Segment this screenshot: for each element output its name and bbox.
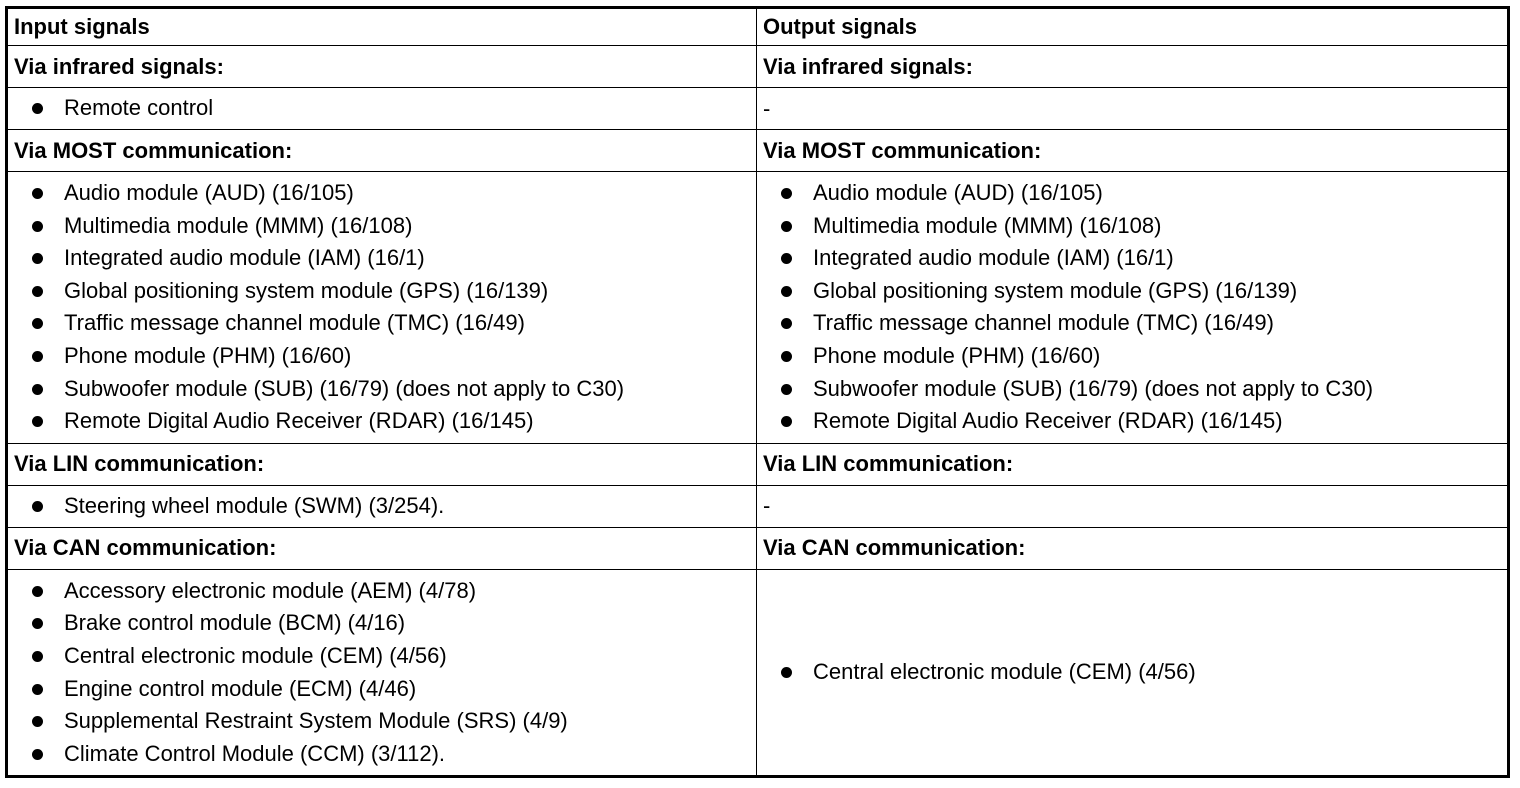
- list-item: Climate Control Module (CCM) (3/112).: [14, 738, 756, 771]
- section-title-output-most: Via MOST communication:: [757, 130, 1509, 172]
- list-item: Central electronic module (CEM) (4/56): [14, 640, 756, 673]
- list-item: Audio module (AUD) (16/105): [763, 177, 1507, 210]
- output-cell-can: [757, 569, 1509, 777]
- input-cell-lin: [7, 485, 757, 527]
- bullet-icon: [781, 253, 792, 264]
- list-item: Steering wheel module (SWM) (3/254).: [14, 490, 756, 523]
- content-row-infrared: [7, 88, 1509, 130]
- section-title-input-can: Via CAN communication:: [7, 527, 757, 569]
- list-item: Global positioning system module (GPS) (16/139): [14, 275, 756, 308]
- list-item: Audio module (AUD) (16/105): [14, 177, 756, 210]
- list-item: Engine control module (ECM) (4/46): [14, 673, 756, 706]
- output-signals-header: Output signals: [757, 8, 1509, 46]
- content-row-lin: [7, 485, 1509, 527]
- list-item: Multimedia module (MMM) (16/108): [763, 210, 1507, 243]
- input-list-infrared: [14, 92, 756, 125]
- bullet-icon: [32, 651, 43, 662]
- section-title-output-lin: Via LIN communication:: [757, 443, 1509, 485]
- list-item: Phone module (PHM) (16/60): [14, 340, 756, 373]
- output-list-most: [763, 177, 1507, 438]
- input-cell-infrared: [7, 88, 757, 130]
- list-item: Global positioning system module (GPS) (16/139): [763, 275, 1507, 308]
- section-title-output-can: Via CAN communication:: [757, 527, 1509, 569]
- bullet-icon: [32, 103, 43, 114]
- bullet-icon: [32, 286, 43, 297]
- list-item: Central electronic module (CEM) (4/56): [763, 656, 1507, 689]
- bullet-icon: [32, 351, 43, 362]
- bullet-icon: [781, 667, 792, 678]
- bullet-icon: [781, 188, 792, 199]
- list-item: Subwoofer module (SUB) (16/79) (does not apply to C30): [763, 373, 1507, 406]
- list-item: Traffic message channel module (TMC) (16/49): [14, 307, 756, 340]
- bullet-icon: [781, 221, 792, 232]
- bullet-icon: [32, 749, 43, 760]
- bullet-icon: [32, 416, 43, 427]
- bullet-icon: [32, 501, 43, 512]
- bullet-icon: [32, 586, 43, 597]
- input-signals-header: Input signals: [7, 8, 757, 46]
- section-row-infrared: [7, 46, 1509, 88]
- list-item: Integrated audio module (IAM) (16/1): [763, 242, 1507, 275]
- bullet-icon: [32, 253, 43, 264]
- list-item: Remote Digital Audio Receiver (RDAR) (16/145): [763, 405, 1507, 438]
- list-item: Integrated audio module (IAM) (16/1): [14, 242, 756, 275]
- list-item: Subwoofer module (SUB) (16/79) (does not apply to C30): [14, 373, 756, 406]
- list-item: Multimedia module (MMM) (16/108): [14, 210, 756, 243]
- bullet-icon: [32, 384, 43, 395]
- input-cell-most: [7, 172, 757, 444]
- bullet-icon: [781, 318, 792, 329]
- output-list-can: [763, 656, 1507, 689]
- bullet-icon: [32, 684, 43, 695]
- bullet-icon: [32, 188, 43, 199]
- header-row: [7, 8, 1509, 46]
- output-cell-lin: -: [757, 485, 1509, 527]
- section-title-input-infrared: Via infrared signals:: [7, 46, 757, 88]
- list-item: Phone module (PHM) (16/60): [763, 340, 1507, 373]
- bullet-icon: [781, 351, 792, 362]
- list-item: Remote Digital Audio Receiver (RDAR) (16/145): [14, 405, 756, 438]
- bullet-icon: [781, 416, 792, 427]
- bullet-icon: [32, 221, 43, 232]
- output-cell-most: [757, 172, 1509, 444]
- content-row-can: [7, 569, 1509, 777]
- section-row-most: [7, 130, 1509, 172]
- section-title-output-infrared: Via infrared signals:: [757, 46, 1509, 88]
- input-list-most: [14, 177, 756, 438]
- input-cell-can: [7, 569, 757, 777]
- output-cell-infrared: -: [757, 88, 1509, 130]
- list-item: Remote control: [14, 92, 756, 125]
- bullet-icon: [32, 318, 43, 329]
- input-list-lin: [14, 490, 756, 523]
- list-item: Accessory electronic module (AEM) (4/78): [14, 575, 756, 608]
- bullet-icon: [781, 384, 792, 395]
- section-row-lin: [7, 443, 1509, 485]
- section-title-input-most: Via MOST communication:: [7, 130, 757, 172]
- bullet-icon: [32, 716, 43, 727]
- list-item: Traffic message channel module (TMC) (16/49): [763, 307, 1507, 340]
- input-list-can: [14, 575, 756, 771]
- section-title-input-lin: Via LIN communication:: [7, 443, 757, 485]
- list-item: Supplemental Restraint System Module (SRS) (4/9): [14, 705, 756, 738]
- content-row-most: [7, 172, 1509, 444]
- signals-table: [5, 6, 1510, 778]
- bullet-icon: [32, 618, 43, 629]
- bullet-icon: [781, 286, 792, 297]
- list-item: Brake control module (BCM) (4/16): [14, 607, 756, 640]
- section-row-can: [7, 527, 1509, 569]
